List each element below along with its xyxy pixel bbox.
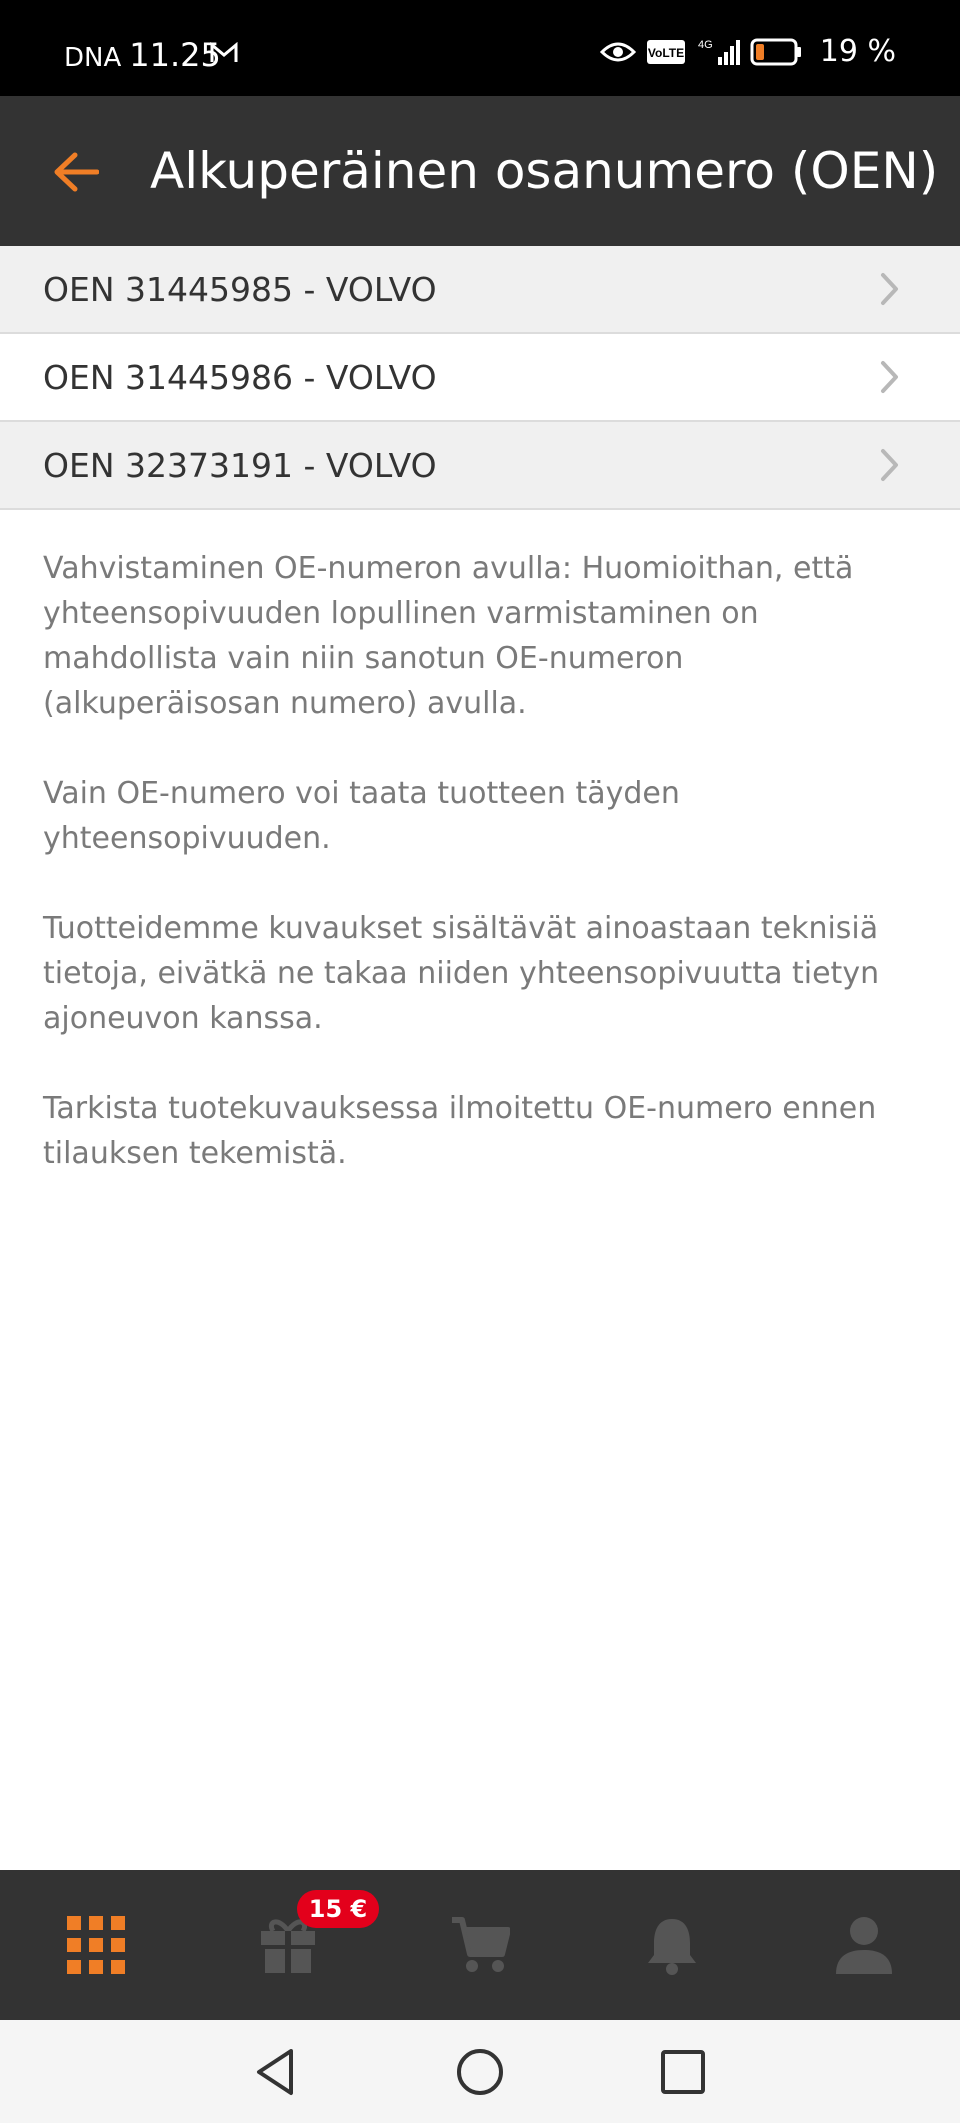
note-paragraph: Tarkista tuotekuvauksessa ilmoitettu OE-numero ennen tilauksen tekemistä. — [43, 1091, 877, 1171]
oen-label: OEN 31445986 - VOLVO — [43, 357, 437, 397]
gmail-icon — [210, 42, 238, 64]
chevron-right-icon — [880, 272, 900, 306]
oe-number-notes — [43, 546, 923, 1221]
app-header — [0, 96, 960, 246]
nav-account[interactable] — [768, 1870, 960, 2020]
signal-icon — [696, 37, 740, 67]
status-right — [600, 34, 896, 69]
volte-icon — [646, 39, 686, 65]
arrow-left-icon — [53, 152, 99, 192]
back-button[interactable] — [44, 140, 108, 204]
chevron-right-icon — [880, 360, 900, 394]
gift-badge: 15 € — [297, 1890, 379, 1928]
square-recents-icon — [660, 2049, 706, 2095]
note-paragraph: Tuotteidemme kuvaukset sisältävät ainoastaan teknisiä tietoja, eivätkä ne takaa niiden yhteensopivuutta tietyn ajoneuvon kanssa. — [43, 911, 880, 1036]
svg-text:VoLTE: VoLTE — [647, 45, 684, 60]
cart-icon — [450, 1916, 510, 1974]
oen-list — [0, 246, 960, 510]
oen-list-item[interactable] — [0, 246, 960, 334]
oen-label: OEN 31445985 - VOLVO — [43, 269, 437, 309]
chevron-right-icon — [880, 448, 900, 482]
system-back-button[interactable] — [243, 2040, 307, 2104]
grid-icon — [67, 1916, 125, 1974]
oen-list-item[interactable] — [0, 422, 960, 510]
eye-icon — [600, 40, 636, 64]
oen-label: OEN 32373191 - VOLVO — [43, 445, 437, 485]
svg-text:4G: 4G — [697, 38, 713, 51]
system-nav-bar — [0, 2020, 960, 2123]
bottom-nav — [0, 1870, 960, 2020]
battery-icon — [750, 38, 802, 66]
note-paragraph: Vain OE-numero voi taata tuotteen täyden yhteensopivuuden. — [43, 776, 680, 856]
triangle-back-icon — [253, 2047, 297, 2097]
system-home-button[interactable] — [448, 2040, 512, 2104]
nav-categories[interactable] — [0, 1870, 192, 2020]
user-icon — [836, 1916, 892, 1974]
battery-percent: 19 % — [819, 34, 896, 69]
nav-cart[interactable] — [384, 1870, 576, 2020]
system-recents-button[interactable] — [651, 2040, 715, 2104]
carrier-label: DNA — [64, 43, 122, 73]
circle-home-icon — [455, 2047, 505, 2097]
note-paragraph: Vahvistaminen OE-numeron avulla: Huomioithan, että yhteensopivuuden lopullinen varmistaminen on mahdollista vain niin sanotun OE-numeron (alkuperäisosan numero) avulla. — [43, 551, 854, 721]
status-left — [64, 36, 221, 74]
nav-notifications[interactable] — [576, 1870, 768, 2020]
oen-list-item[interactable] — [0, 334, 960, 422]
page-title: Alkuperäinen osanumero (OEN) — [150, 142, 939, 200]
bell-icon — [644, 1915, 700, 1975]
status-bar — [0, 0, 960, 96]
clock: 11.25 — [129, 36, 221, 74]
